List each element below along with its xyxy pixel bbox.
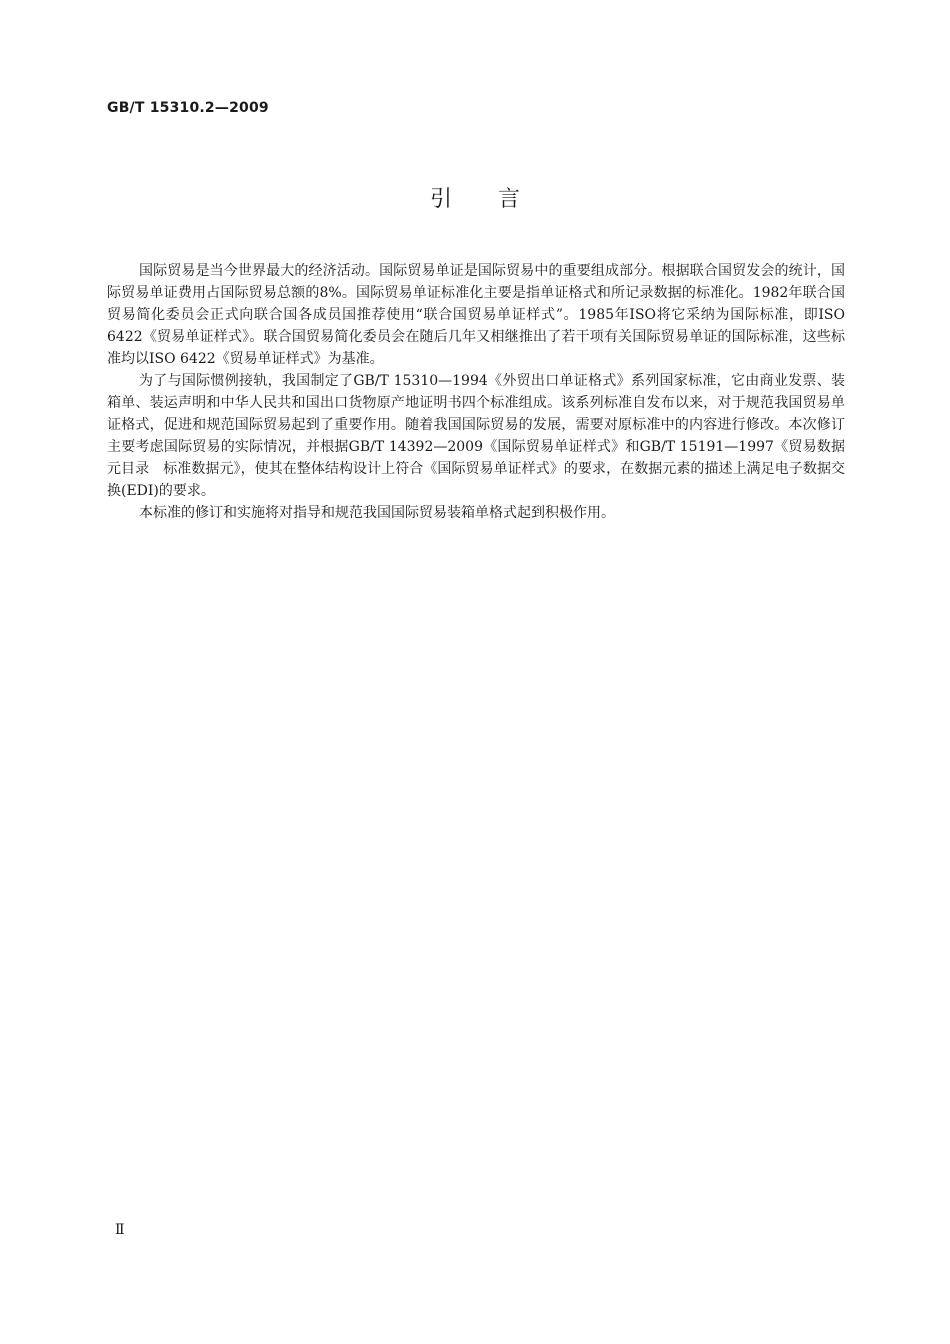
body-text	[107, 260, 845, 524]
section-title: 引言	[429, 187, 566, 212]
paragraph-1: 国际贸易是当今世界最大的经济活动。国际贸易单证是国际贸易中的重要组成部分。根据联合国贸发会的统计，国际贸易单证费用占国际贸易总额的8%。国际贸易单证标准化主要是指单证格式和所记录数据的标准化。1982年联合国贸易简化委员会正式向联合国各成员国推荐使用“联合国贸易单证样式”。1985年ISO将它采纳为国际标准，即ISO 6422《贸易单证样式》。联合国贸易简化委员会在随后几年又相继推出了若干项有关国际贸易单证的国际标准，这些标准均以ISO 6422《贸易单证样式》为基准。	[107, 263, 845, 367]
standard-code: GB/T 15310.2—2009	[107, 100, 269, 116]
page-number: Ⅱ	[115, 1222, 125, 1238]
paragraph-3: 本标准的修订和实施将对指导和规范我国国际贸易装箱单格式起到积极作用。	[139, 505, 615, 521]
paragraph-2: 为了与国际惯例接轨，我国制定了GB/T 15310—1994《外贸出口单证格式》系列国家标准，它由商业发票、装箱单、装运声明和中华人民共和国出口货物原产地证明书四个标准组成。该系列标准自发布以来，对于规范我国贸易单证格式，促进和规范国际贸易起到了重要作用。随着我国国际贸易的发展，需要对原标准中的内容进行修改。本次修订主要考虑国际贸易的实际情况，并根据GB/T 14392—2009《国际贸易单证样式》和GB/T 15191—1997《贸易数据元目录 标准数据元》，使其在整体结构设计上符合《国际贸易单证样式》的要求，在数据元素的描述上满足电子数据交换(EDI)的要求。	[107, 373, 845, 499]
